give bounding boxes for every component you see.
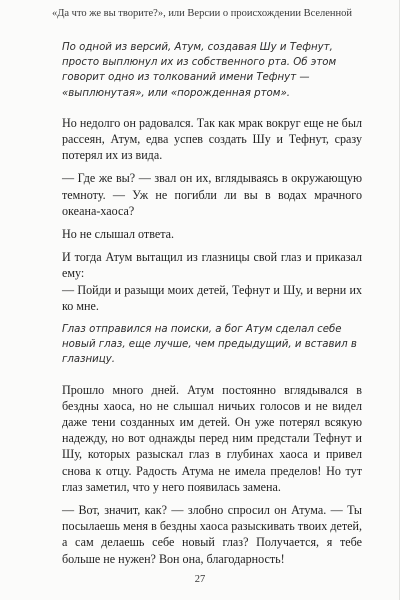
paragraph: Но недолго он радовался. Так как мрак вокруг еще не был рассеян, Атум, едва успев создать Шу и Тефнут, сразу потерял их из вида. <box>62 115 362 163</box>
page-number: 27 <box>194 574 206 585</box>
running-header: «Да что же вы творите?», или Версии о происхождении Вселенной <box>51 8 353 19</box>
paragraph-dialogue: — Где же вы? — звал он их, вглядываясь в окружающую темноту. — Уж не погибли ли вы в водах мрачного океана-хаоса? <box>62 171 362 218</box>
sidebar-note: По одной из версий, Атум, создавая Шу и Тефнут, просто выплюнул их из собственного рта. Об этом говорит одно из толкований имени Тефнут — «выплюнутая», или «порожденная ртом». <box>62 42 337 99</box>
paragraph-dialogue: — Пойди и разыщи моих детей, Тефнут и Шу, и верни их ко мне. <box>62 282 362 313</box>
page-body <box>62 40 362 574</box>
paragraph-dialogue: — Вот, значит, как? — злобно спросил он Атума. — Ты посылаешь меня в бездны хаоса разыскивать твоих детей, а сам делаешь себе новый глаз? Получается, я тебе больше не нужен? Вон она, благодарность! <box>62 503 362 566</box>
paragraph: И тогда Атум вытащил из глазницы свой глаз и приказал ему: <box>62 250 362 281</box>
paragraph: Но не слышал ответа. <box>62 227 175 242</box>
sidebar-note: Глаз отправился на поиски, а бог Атум сделал себе новый глаз, еще лучше, чем предыдущий, и вставил в глазницу. <box>62 324 357 366</box>
paragraph: Прошло много дней. Атум постоянно вглядывался в бездны хаоса, но не слышал ничьих голосов и не видел даже тени созданных им детей. Он уже потерял всякую надежду, но вот однажды перед ним предстали Тефнут и Шу, которых разыскал глаз в глубинах хаоса и привел снова к отцу. Радость Атума не имела пределов! Но тут глаз заметил, что у него появилась замена. <box>62 382 362 494</box>
